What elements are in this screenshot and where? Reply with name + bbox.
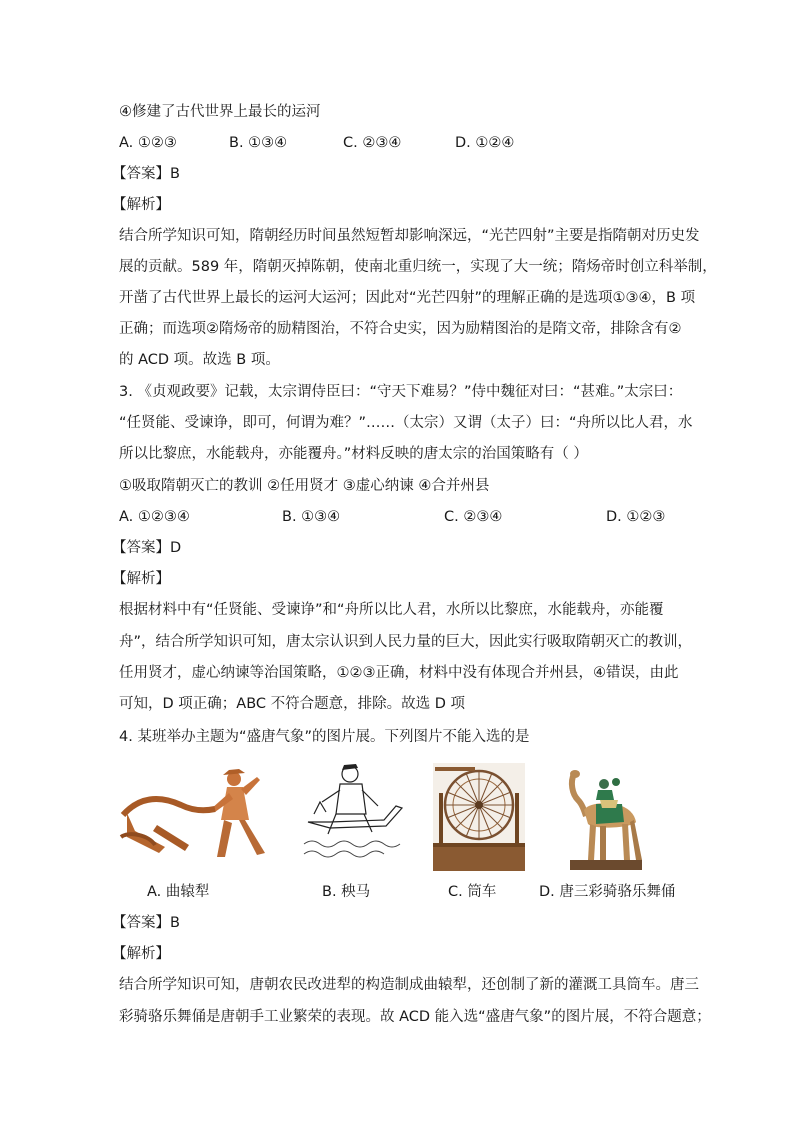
q4-answer: 【答案】B (112, 915, 180, 931)
q2-option-b: B. ①③④ (229, 135, 288, 151)
q3-stem-line: ①吸取隋朝灭亡的教训 ②任用贤才 ③虚心纳谏 ④合并州县 (119, 478, 490, 494)
q2-analysis-line: 的 ACD 项。故选 B 项。 (119, 352, 280, 368)
q3-stem-line: 3. 《贞观政要》记载，太宗谓侍臣曰：“守天下难易？”侍中魏征对曰：“甚难。”太宗曰： (119, 384, 683, 400)
q2-analysis-line: 开凿了古代世界上最长的运河大运河；因此对“光芒四射”的理解正确的是选项①③④，B 项 (119, 290, 696, 306)
q2-option-a: A. ①②③ (119, 135, 177, 151)
q3-option-c: C. ②③④ (444, 509, 503, 525)
water-wheel-image (433, 763, 525, 871)
q4-analysis-line: 彩骑骆乐舞俑是唐朝手工业繁荣的表现。故 ACD 能入选“盛唐气象”的图片展，不符合题意； (119, 1009, 711, 1025)
q2-option-d: D. ①②④ (455, 135, 515, 151)
q4-analysis-label: 【解析】 (112, 946, 170, 962)
q2-analysis-line: 结合所学知识可知，隋朝经历时间虽然短暂却影响深远，“光芒四射”主要是指隋朝对历史发 (119, 228, 700, 244)
q3-stem-line: 所以比黎庶，水能载舟，亦能覆舟。”材料反映的唐太宗的治国策略有（ ） (119, 446, 588, 462)
q2-answer: 【答案】B (112, 166, 180, 182)
q4-stem: 4. 某班举办主题为“盛唐气象”的图片展。下列图片不能入选的是 (119, 729, 530, 745)
q2-analysis-line: 正确；而选项②隋炀帝的励精图治，不符合史实，因为励精图治的是隋文帝，排除含有② (119, 321, 682, 337)
q4-caption-c: C. 筒车 (448, 884, 497, 900)
q3-answer: 【答案】D (112, 540, 182, 556)
curved-plough-image (119, 765, 271, 865)
q2-item-4: ④修建了古代世界上最长的运河 (119, 104, 321, 120)
q3-option-a: A. ①②③④ (119, 509, 190, 525)
q4-caption-d: D. 唐三彩骑骆乐舞俑 (539, 884, 676, 900)
q4-caption-a: A. 曲辕犁 (147, 884, 210, 900)
q2-option-c: C. ②③④ (343, 135, 402, 151)
tricolor-camel-figurine-image (566, 764, 646, 872)
seedling-horse-image (300, 762, 410, 862)
q3-option-b: B. ①③④ (282, 509, 341, 525)
q3-analysis-label: 【解析】 (112, 571, 170, 587)
q4-analysis-line: 结合所学知识可知，唐朝农民改进犁的构造制成曲辕犁，还创制了新的灌溉工具筒车。唐三 (119, 977, 699, 993)
q3-analysis-line: 根据材料中有“任贤能、受谏诤”和“舟所以比人君，水所以比黎庶，水能载舟，亦能覆 (119, 602, 664, 618)
q3-analysis-line: 任用贤才，虚心纳谏等治国策略，①②③正确，材料中没有体现合并州县，④错误，由此 (119, 665, 679, 681)
q3-option-d: D. ①②③ (606, 509, 666, 525)
q2-analysis-label: 【解析】 (112, 197, 170, 213)
q4-caption-b: B. 秧马 (322, 884, 371, 900)
q2-analysis-line: 展的贡献。589 年，隋朝灭掉陈朝，使南北重归统一，实现了大一统；隋炀帝时创立科举制， (119, 259, 717, 275)
q3-analysis-line: 可知，D 项正确；ABC 不符合题意，排除。故选 D 项 (119, 696, 466, 712)
q3-stem-line: “任贤能、受谏诤，即可，何谓为难？”……（太宗）又谓（太子）曰：“舟所以比人君，水 (119, 415, 693, 431)
q3-analysis-line: 舟”，结合所学知识可知，唐太宗认识到人民力量的巨大，因此实行吸取隋朝灭亡的教训， (119, 634, 693, 650)
